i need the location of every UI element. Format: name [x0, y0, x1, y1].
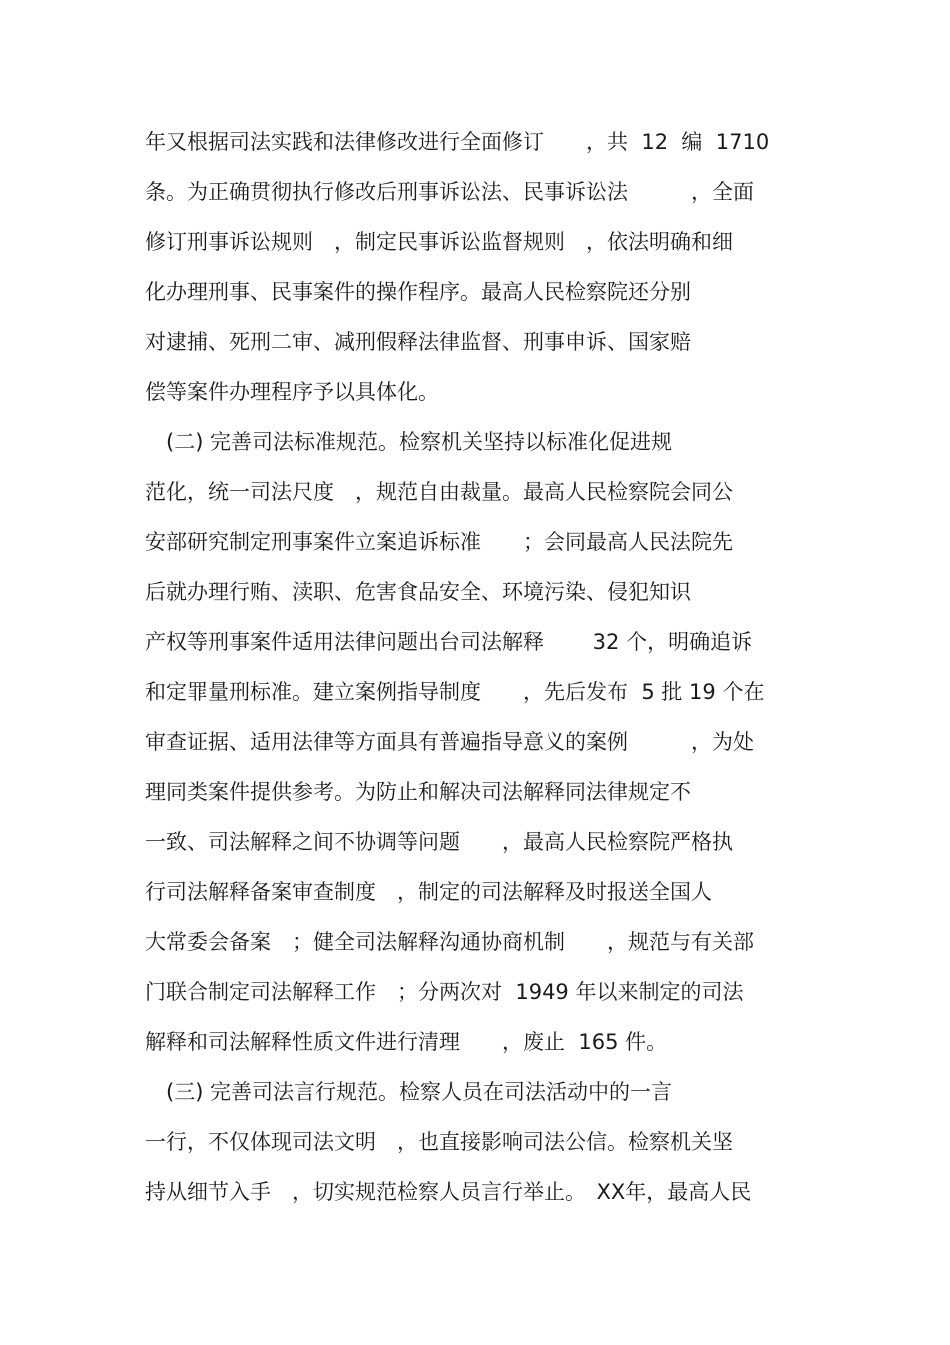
text-line: (二) 完善司法标准规范。检察机关坚持以标准化促进规: [145, 430, 673, 454]
text-line: 一致、司法解释之间不协调等问题 ，最高人民检察院严格执: [145, 830, 733, 854]
text-line: 审查证据、适用法律等方面具有普遍指导意义的案例 ，为处: [145, 730, 754, 754]
text-line: 对逮捕、死刑二审、减刑假释法律监督、刑事申诉、国家赔: [145, 330, 691, 354]
text-line: 修订刑事诉讼规则 ，制定民事诉讼监督规则 ，依法明确和细: [145, 230, 733, 254]
text-line: 一行，不仅体现司法文明 ，也直接影响司法公信。检察机关坚: [145, 1130, 733, 1154]
text-line: 产权等刑事案件适用法律问题出台司法解释 32 个，明确追诉: [145, 630, 753, 654]
text-line: 年又根据司法实践和法律修改进行全面修订 ，共 12 编 1710: [145, 130, 770, 154]
text-line: 大常委会备案 ；健全司法解释沟通协商机制 ，规范与有关部: [145, 930, 754, 954]
text-line: 后就办理行贿、渎职、危害食品安全、环境污染、侵犯知识: [145, 580, 691, 604]
text-line: 门联合制定司法解释工作 ；分两次对 1949 年以来制定的司法: [145, 980, 744, 1004]
text-line: 和定罪量刑标准。建立案例指导制度 ，先后发布 5 批 19 个在: [145, 680, 765, 704]
text-line: 解释和司法解释性质文件进行清理 ，废止 165 件。: [145, 1030, 668, 1054]
text-line: 范化，统一司法尺度 ，规范自由裁量。最高人民检察院会同公: [145, 480, 733, 504]
text-line: 理同类案件提供参考。为防止和解决司法解释同法律规定不: [145, 780, 691, 804]
text-line: (三) 完善司法言行规范。检察人员在司法活动中的一言: [145, 1080, 673, 1104]
text-line: 安部研究制定刑事案件立案追诉标准 ；会同最高人民法院先: [145, 530, 733, 554]
text-line: 偿等案件办理程序予以具体化。: [145, 380, 439, 404]
text-line: 化办理刑事、民事案件的操作程序。最高人民检察院还分别: [145, 280, 691, 304]
text-line: 条。为正确贯彻执行修改后刑事诉讼法、民事诉讼法 ，全面: [145, 180, 754, 204]
text-line: 行司法解释备案审查制度 ，制定的司法解释及时报送全国人: [145, 880, 712, 904]
text-line: 持从细节入手 ，切实规范检察人员言行举止。 XX年，最高人民: [145, 1180, 752, 1204]
